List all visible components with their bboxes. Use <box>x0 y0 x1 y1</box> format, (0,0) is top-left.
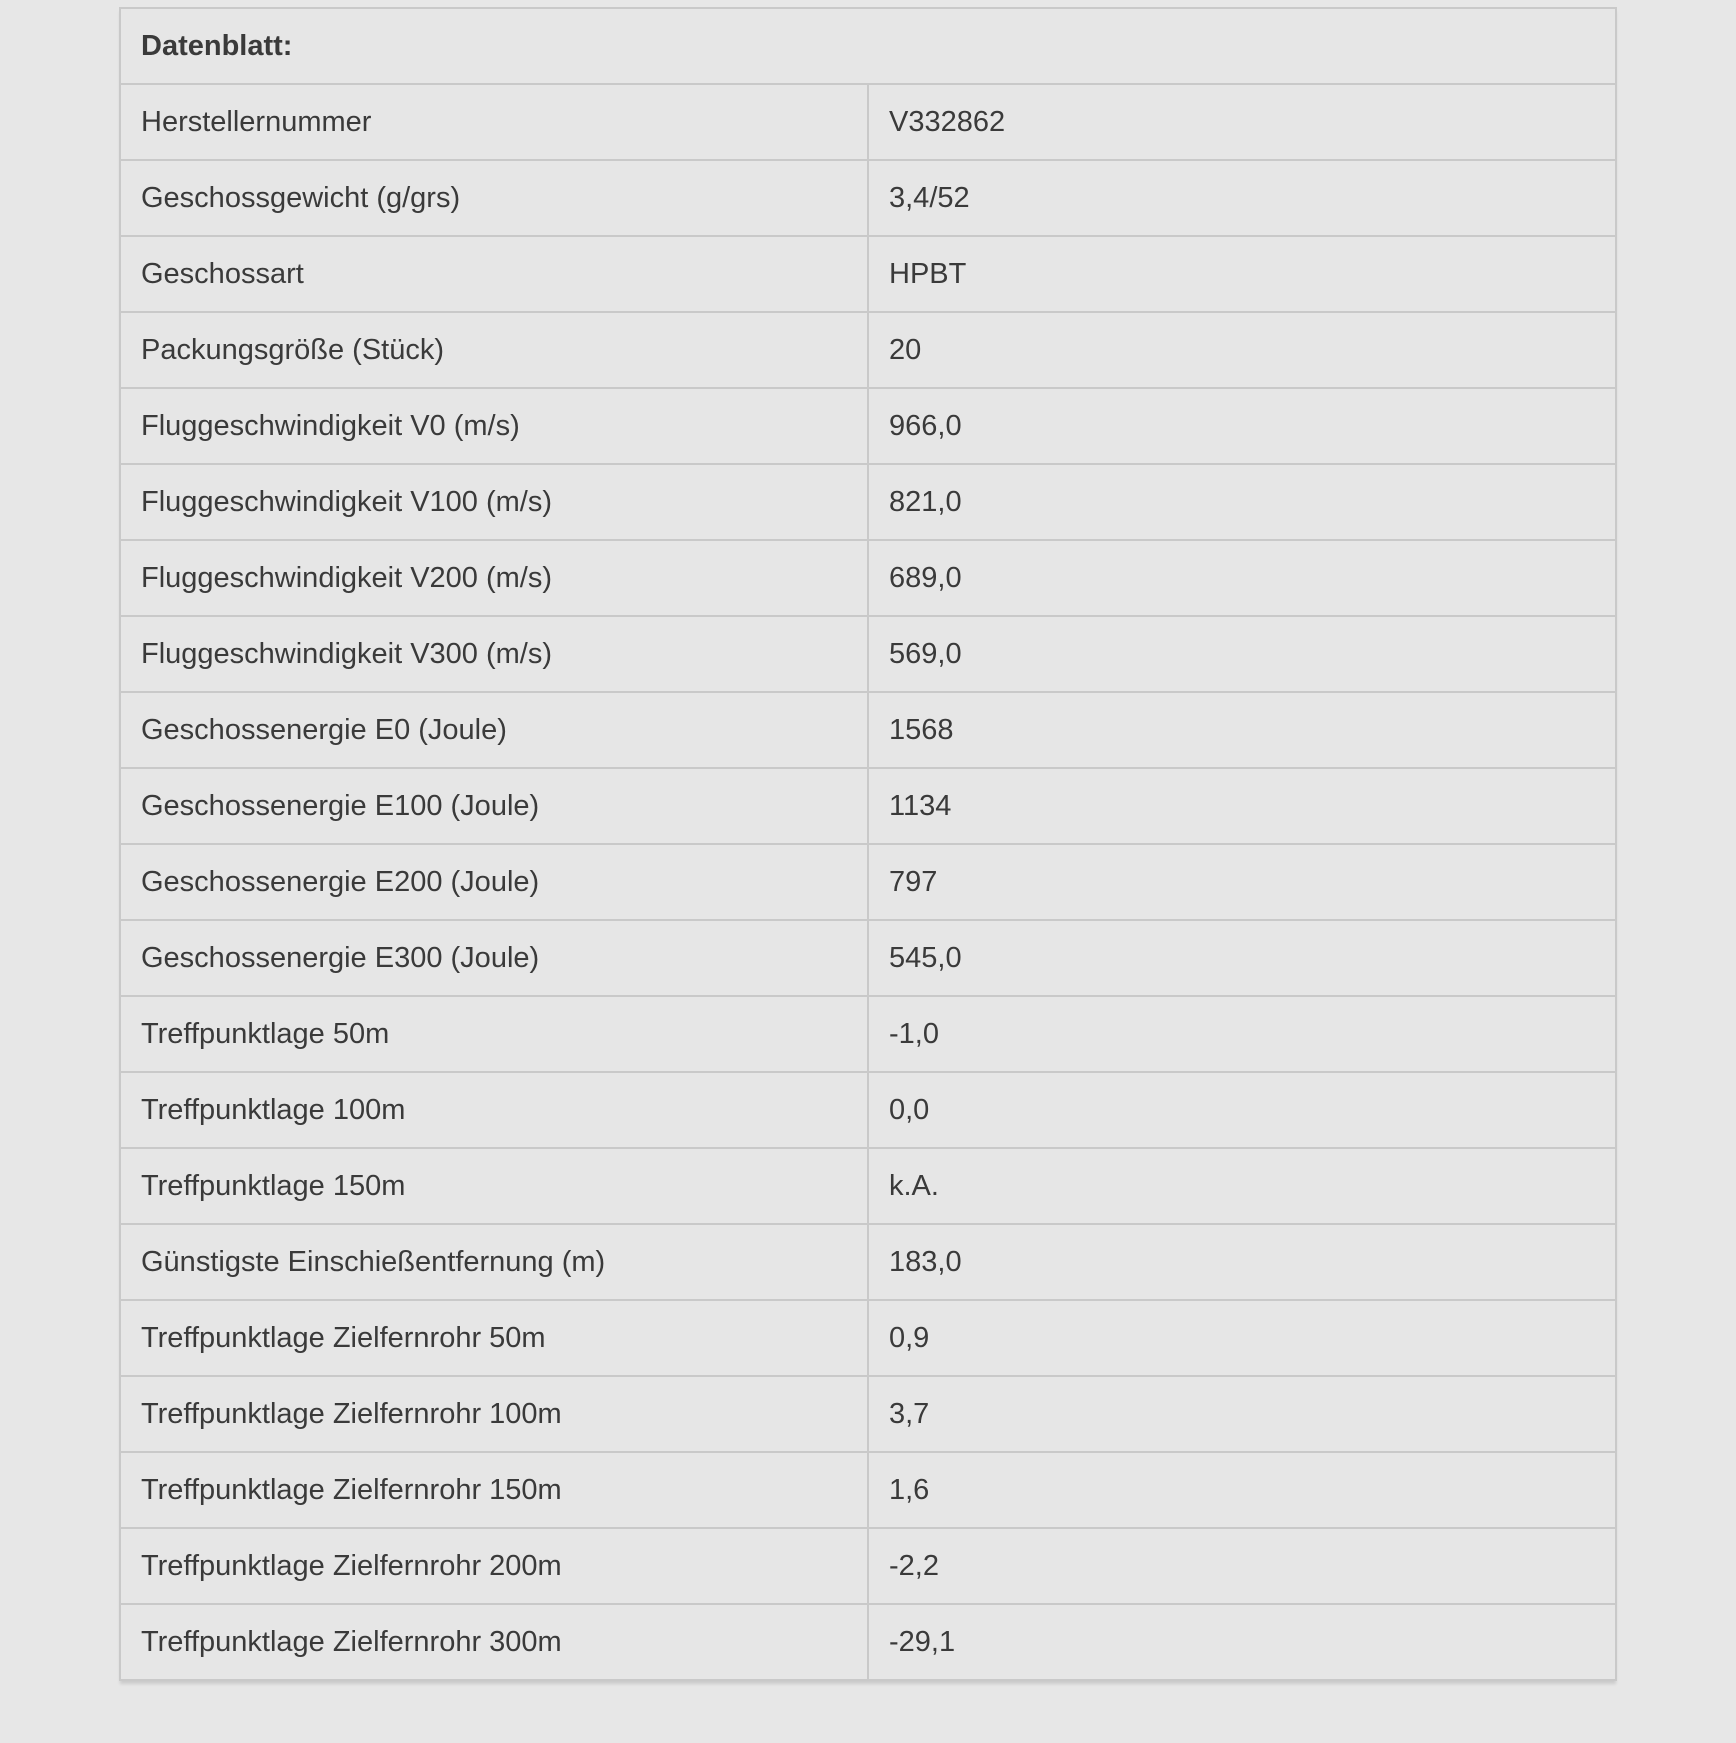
row-value: 821,0 <box>868 464 1616 540</box>
table-row <box>120 388 1616 464</box>
table-row <box>120 616 1616 692</box>
row-value: 3,7 <box>868 1376 1616 1452</box>
row-value: 545,0 <box>868 920 1616 996</box>
table-row <box>120 1224 1616 1300</box>
row-value: -2,2 <box>868 1528 1616 1604</box>
row-value: 797 <box>868 844 1616 920</box>
row-value: 966,0 <box>868 388 1616 464</box>
table-row <box>120 312 1616 388</box>
row-label: Günstigste Einschießentfernung (m) <box>120 1224 868 1300</box>
table-row <box>120 84 1616 160</box>
datasheet-title: Datenblatt: <box>120 8 1616 84</box>
row-label: Treffpunktlage Zielfernrohr 200m <box>120 1528 868 1604</box>
table-row <box>120 768 1616 844</box>
table-row <box>120 540 1616 616</box>
row-value: k.A. <box>868 1148 1616 1224</box>
table-row <box>120 920 1616 996</box>
row-value: 0,9 <box>868 1300 1616 1376</box>
row-label: Treffpunktlage Zielfernrohr 100m <box>120 1376 868 1452</box>
table-row <box>120 844 1616 920</box>
row-label: Geschossenergie E0 (Joule) <box>120 692 868 768</box>
row-value: -29,1 <box>868 1604 1616 1680</box>
row-label: Herstellernummer <box>120 84 868 160</box>
table-row <box>120 1528 1616 1604</box>
row-label: Geschossenergie E100 (Joule) <box>120 768 868 844</box>
row-label: Treffpunktlage 100m <box>120 1072 868 1148</box>
table-row <box>120 692 1616 768</box>
datasheet-header-row <box>120 8 1616 84</box>
row-label: Geschossenergie E200 (Joule) <box>120 844 868 920</box>
row-value: V332862 <box>868 84 1616 160</box>
row-value: 1134 <box>868 768 1616 844</box>
row-value: 569,0 <box>868 616 1616 692</box>
datasheet-table <box>119 7 1617 1681</box>
table-row <box>120 1376 1616 1452</box>
row-label: Geschossenergie E300 (Joule) <box>120 920 868 996</box>
row-value: 1,6 <box>868 1452 1616 1528</box>
row-label: Fluggeschwindigkeit V300 (m/s) <box>120 616 868 692</box>
row-value: 3,4/52 <box>868 160 1616 236</box>
table-row <box>120 1300 1616 1376</box>
row-value: -1,0 <box>868 996 1616 1072</box>
row-label: Treffpunktlage Zielfernrohr 150m <box>120 1452 868 1528</box>
row-value: 183,0 <box>868 1224 1616 1300</box>
table-row <box>120 464 1616 540</box>
row-label: Treffpunktlage Zielfernrohr 300m <box>120 1604 868 1680</box>
table-row <box>120 236 1616 312</box>
row-value: 20 <box>868 312 1616 388</box>
table-row <box>120 996 1616 1072</box>
row-value: HPBT <box>868 236 1616 312</box>
row-label: Treffpunktlage 50m <box>120 996 868 1072</box>
row-value: 689,0 <box>868 540 1616 616</box>
table-row <box>120 1604 1616 1680</box>
row-label: Fluggeschwindigkeit V200 (m/s) <box>120 540 868 616</box>
row-label: Fluggeschwindigkeit V100 (m/s) <box>120 464 868 540</box>
row-label: Treffpunktlage 150m <box>120 1148 868 1224</box>
table-row <box>120 1452 1616 1528</box>
table-row <box>120 1072 1616 1148</box>
table-row <box>120 1148 1616 1224</box>
row-value: 0,0 <box>868 1072 1616 1148</box>
row-value: 1568 <box>868 692 1616 768</box>
row-label: Geschossgewicht (g/grs) <box>120 160 868 236</box>
row-label: Packungsgröße (Stück) <box>120 312 868 388</box>
row-label: Geschossart <box>120 236 868 312</box>
table-row <box>120 160 1616 236</box>
row-label: Fluggeschwindigkeit V0 (m/s) <box>120 388 868 464</box>
row-label: Treffpunktlage Zielfernrohr 50m <box>120 1300 868 1376</box>
